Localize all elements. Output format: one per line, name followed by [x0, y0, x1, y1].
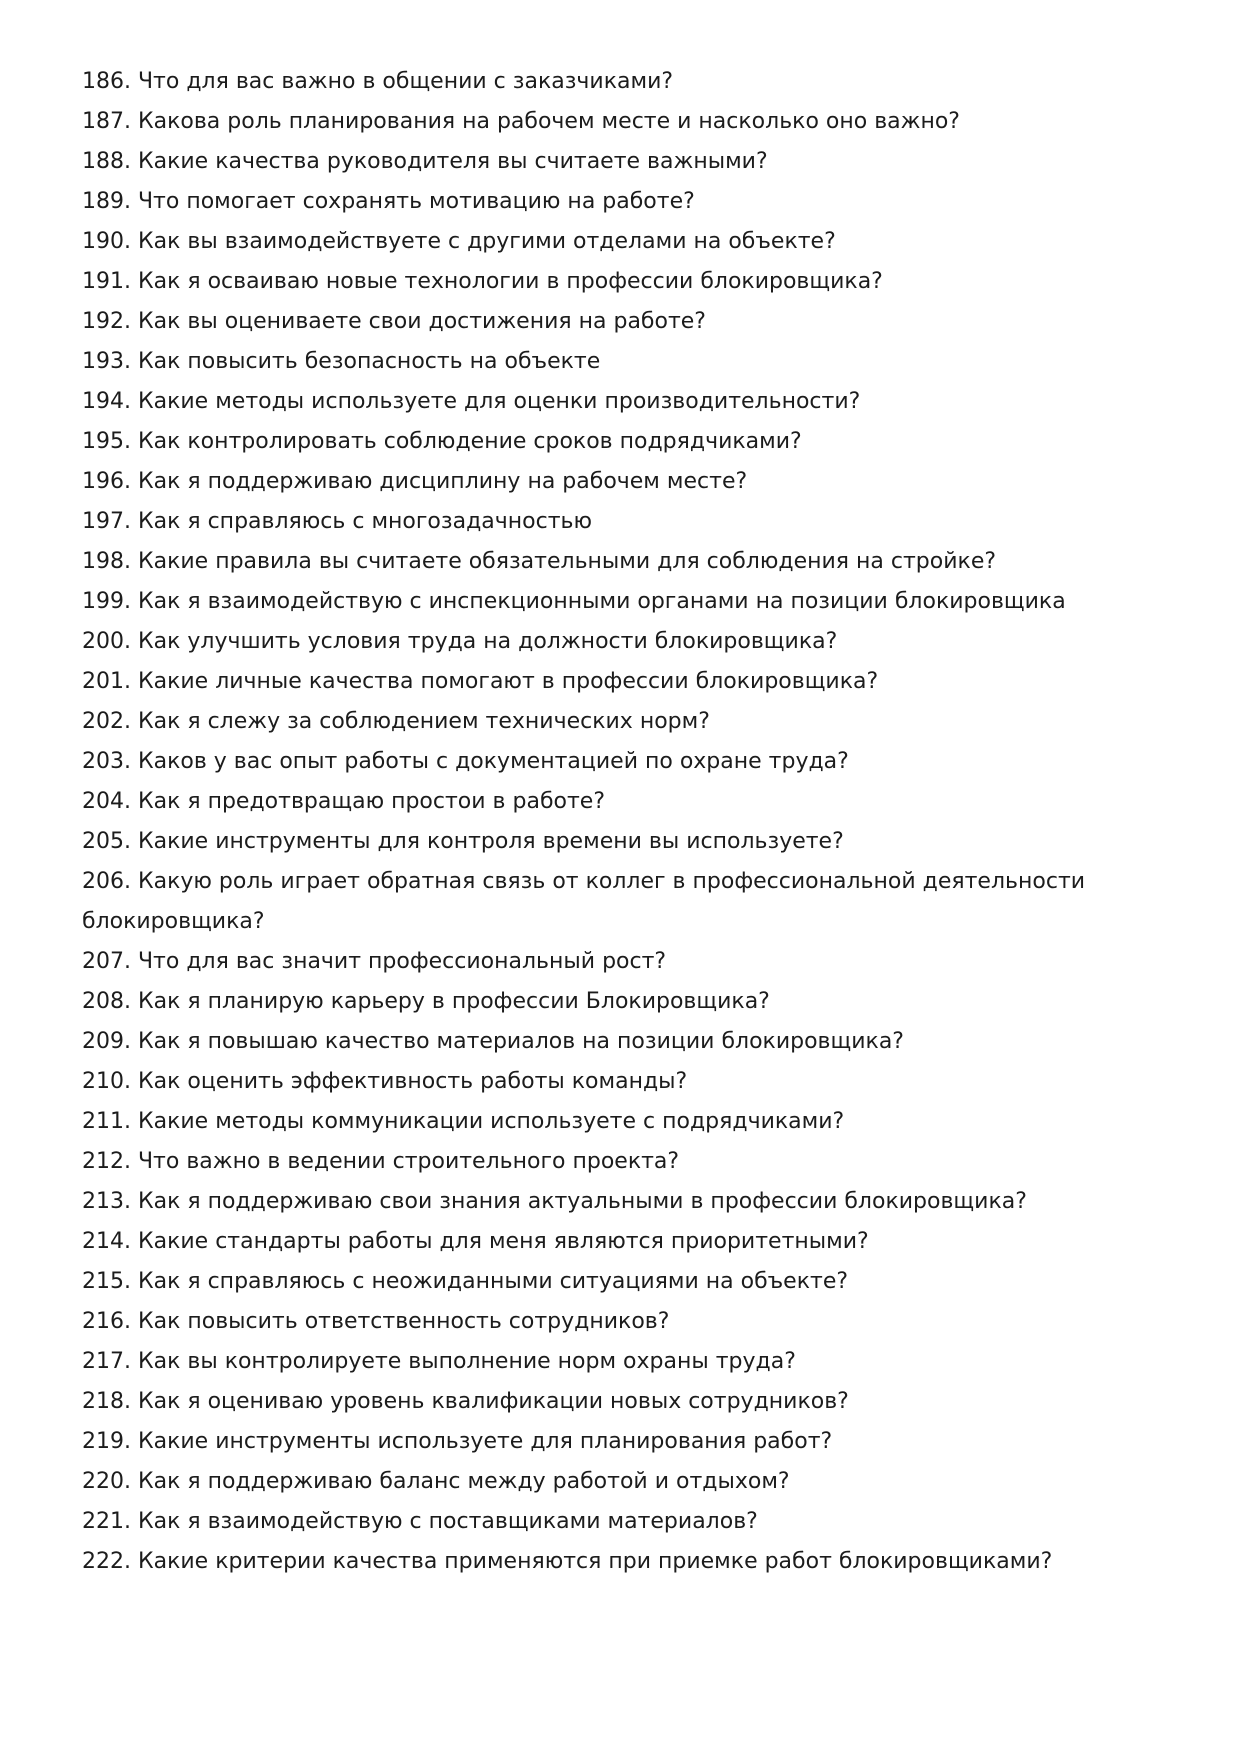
question-item: 190. Как вы взаимодействуете с другими отделами на объекте?	[82, 229, 836, 254]
question-item: 205. Какие инструменты для контроля времени вы используете?	[82, 829, 844, 854]
question-item: 208. Как я планирую карьеру в профессии Блокировщика?	[82, 989, 770, 1014]
question-item: 220. Как я поддерживаю баланс между работой и отдыхом?	[82, 1469, 790, 1494]
question-item: 216. Как повысить ответственность сотрудников?	[82, 1309, 670, 1334]
question-item: 203. Каков у вас опыт работы с документацией по охране труда?	[82, 749, 849, 774]
question-item: 196. Как я поддерживаю дисциплину на рабочем месте?	[82, 469, 748, 494]
question-item: 199. Как я взаимодействую с инспекционными органами на позиции блокировщика	[82, 589, 1066, 614]
question-item: 211. Какие методы коммуникации используете с подрядчиками?	[82, 1109, 845, 1134]
question-item: 191. Как я осваиваю новые технологии в профессии блокировщика?	[82, 269, 883, 294]
question-item: 206. Какую роль играет обратная связь от коллег в профессиональной деятельности блокировщика?	[82, 869, 1086, 934]
question-item: 192. Как вы оцениваете свои достижения на работе?	[82, 309, 706, 334]
question-item: 195. Как контролировать соблюдение сроков подрядчиками?	[82, 429, 802, 454]
question-item: 221. Как я взаимодействую с поставщиками материалов?	[82, 1509, 758, 1534]
question-item: 213. Как я поддерживаю свои знания актуальными в профессии блокировщика?	[82, 1189, 1027, 1214]
question-item: 209. Как я повышаю качество материалов на позиции блокировщика?	[82, 1029, 904, 1054]
question-item: 210. Как оценить эффективность работы команды?	[82, 1069, 688, 1094]
question-item: 219. Какие инструменты используете для планирования работ?	[82, 1429, 833, 1454]
question-list	[82, 62, 1102, 1582]
question-item: 193. Как повысить безопасность на объекте	[82, 349, 601, 374]
question-item: 187. Какова роль планирования на рабочем месте и насколько оно важно?	[82, 109, 960, 134]
question-item: 212. Что важно в ведении строительного проекта?	[82, 1149, 680, 1174]
question-item: 204. Как я предотвращаю простои в работе?	[82, 789, 606, 814]
question-item: 194. Какие методы используете для оценки производительности?	[82, 389, 861, 414]
question-item: 202. Как я слежу за соблюдением технических норм?	[82, 709, 710, 734]
question-item: 207. Что для вас значит профессиональный рост?	[82, 949, 667, 974]
question-item: 222. Какие критерии качества применяются при приемке работ блокировщиками?	[82, 1549, 1053, 1574]
question-item: 201. Какие личные качества помогают в профессии блокировщика?	[82, 669, 879, 694]
question-item: 197. Как я справляюсь с многозадачностью	[82, 509, 593, 534]
question-item: 189. Что помогает сохранять мотивацию на работе?	[82, 189, 695, 214]
question-item: 186. Что для вас важно в общении с заказчиками?	[82, 69, 674, 94]
question-item: 200. Как улучшить условия труда на должности блокировщика?	[82, 629, 838, 654]
question-item: 218. Как я оцениваю уровень квалификации новых сотрудников?	[82, 1389, 849, 1414]
question-item: 215. Как я справляюсь с неожиданными ситуациями на объекте?	[82, 1269, 849, 1294]
question-item: 217. Как вы контролируете выполнение норм охраны труда?	[82, 1349, 796, 1374]
question-item: 198. Какие правила вы считаете обязательными для соблюдения на стройке?	[82, 549, 997, 574]
question-item: 188. Какие качества руководителя вы считаете важными?	[82, 149, 768, 174]
question-item: 214. Какие стандарты работы для меня являются приоритетными?	[82, 1229, 869, 1254]
